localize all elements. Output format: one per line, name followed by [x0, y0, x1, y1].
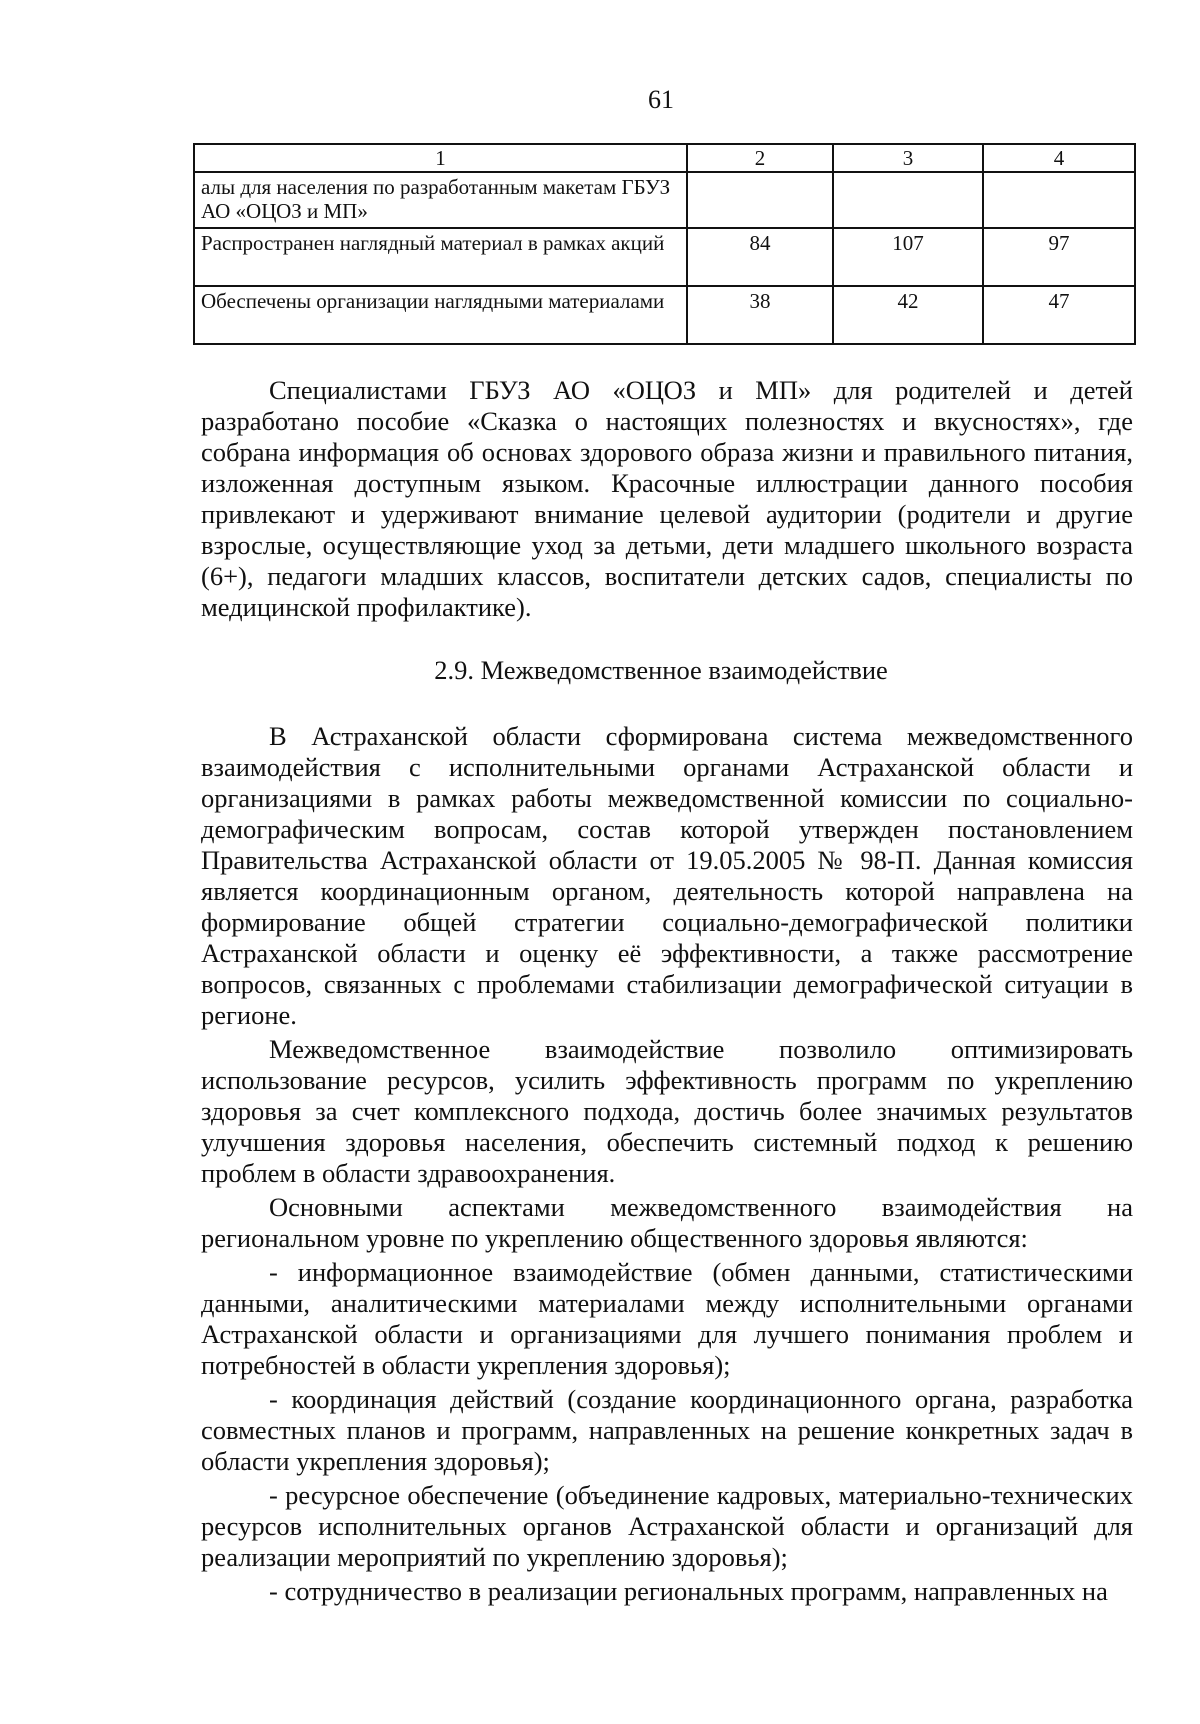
list-item: - координация действий (создание координационного органа, разработка совместных планов и программ, направленных на решение конкретных задач в области укрепления здоровья); [201, 1384, 1133, 1476]
table-cell-value: 107 [833, 228, 983, 286]
table-header-cell: 4 [983, 144, 1135, 172]
page-number: 61 [648, 85, 674, 114]
main-body [201, 721, 1133, 1610]
table-cell-label: Обеспечены организации наглядными материалами [194, 286, 687, 344]
table-cell-value: 47 [983, 286, 1135, 344]
table-header-cell: 2 [687, 144, 833, 172]
table-cell-value [833, 172, 983, 228]
table-cell-value [983, 172, 1135, 228]
intro-section [201, 375, 1133, 626]
body-paragraph: Межведомственное взаимодействие позволило оптимизировать использование ресурсов, усилить эффективность программ по укреплению здоровья за счет комплексного подхода, достичь более значимых результатов улучшения здоровья населения, обеспечить системный подход к решению проблем в области здравоохранения. [201, 1034, 1133, 1188]
body-paragraph: Основными аспектами межведомственного взаимодействия на региональном уровне по укреплению общественного здоровья являются: [201, 1192, 1133, 1253]
intro-paragraph: Специалистами ГБУЗ АО «ОЦОЗ и МП» для родителей и детей разработано пособие «Сказка о настоящих полезностях и вкусностях», где собрана информация об основах здорового образа жизни и правильного питания, изложенная доступным языком. Красочные иллюстрации данного пособия привлекают и удерживают внимание целевой аудитории (родители и другие взрослые, осуществляющие уход за детьми, дети младшего школьного возраста (6+), педагоги младших классов, воспитатели детских садов, специалисты по медицинской профилактике). [201, 375, 1133, 622]
table-row [194, 286, 1135, 344]
table-cell-value: 97 [983, 228, 1135, 286]
table-cell-label: Распространен наглядный материал в рамках акций [194, 228, 687, 286]
table-row [194, 172, 1135, 228]
table-row [194, 228, 1135, 286]
table-header-cell: 1 [194, 144, 687, 172]
list-item: - информационное взаимодействие (обмен данными, статистическими данными, аналитическими материалами между исполнительными органами Астраханской области и организациями для лучшего понимания проблем и потребностей в области укрепления здоровья); [201, 1257, 1133, 1380]
table-cell-label: алы для населения по разработанным макетам ГБУЗ АО «ОЦОЗ и МП» [194, 172, 687, 228]
table-cell-value [687, 172, 833, 228]
list-item: - сотрудничество в реализации региональных программ, направленных на [269, 1576, 1108, 1606]
table-cell-value: 42 [833, 286, 983, 344]
table-cell-value: 84 [687, 228, 833, 286]
table-header-row [194, 144, 1135, 172]
table-header-cell: 3 [833, 144, 983, 172]
data-table [193, 143, 1136, 345]
section-heading: 2.9. Межведомственное взаимодействие [434, 655, 888, 685]
table-cell-value: 38 [687, 286, 833, 344]
list-item: - ресурсное обеспечение (объединение кадровых, материально-технических ресурсов исполнительных органов Астраханской области и организаций для реализации мероприятий по укреплению здоровья); [201, 1480, 1133, 1572]
body-paragraph: В Астраханской области сформирована система межведомственного взаимодействия с исполнительными органами Астраханской области и организациями в рамках работы межведомственной комиссии по социально-демографическим вопросам, состав которой утвержден постановлением Правительства Астраханской области от 19.05.2005 № 98-П. Данная комиссия является координационным органом, деятельность которой направлена на формирование общей стратегии социально-демографической политики Астраханской области и оценку её эффективности, а также рассмотрение вопросов, связанных с проблемами стабилизации демографической ситуации в регионе. [201, 721, 1133, 1030]
